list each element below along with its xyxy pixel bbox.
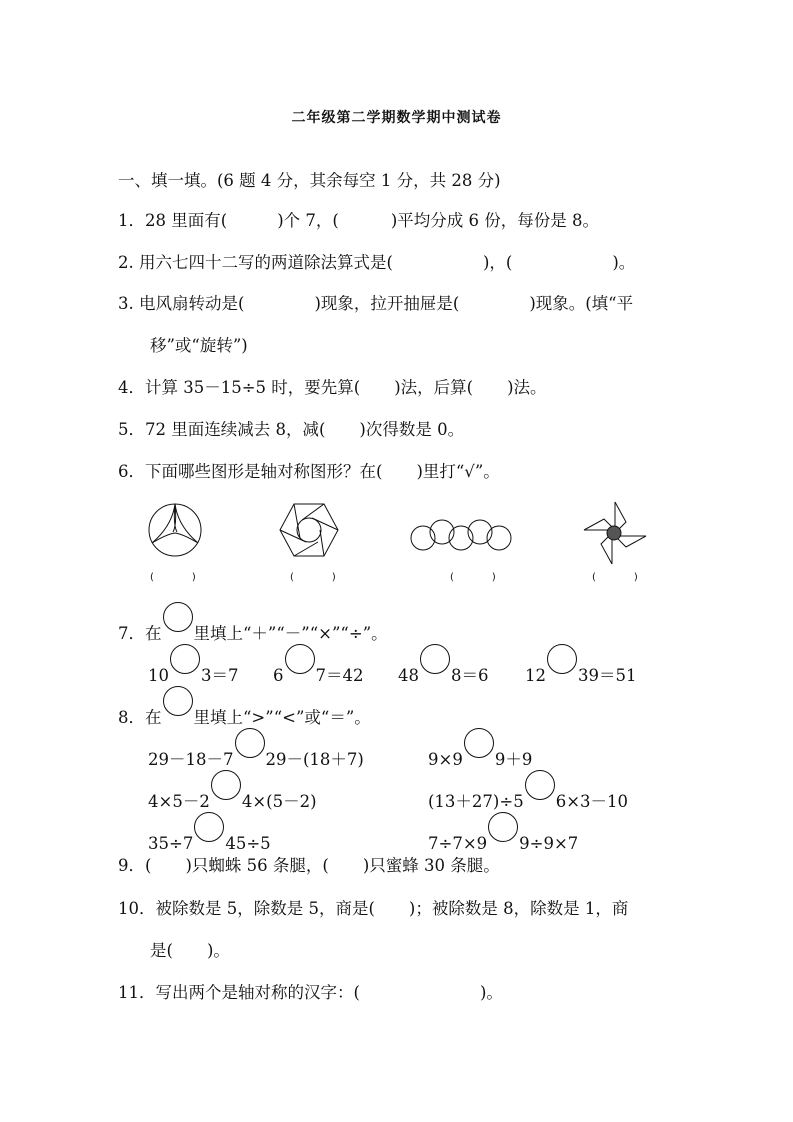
question-7 (118, 612, 388, 645)
q10-text-c: 是( (150, 941, 173, 960)
answer-circle[interactable] (525, 770, 555, 800)
q10-text-b: )；被除数是 8，除数是 1，商 (408, 899, 629, 918)
page-title: 二年级第二学期数学期中测试卷 (291, 110, 502, 126)
figure-hexagon-swirl (278, 502, 340, 558)
q5-text-a: 5．72 里面连续减去 8，减( (118, 420, 326, 439)
q9-text-b: )只蜘蛛 56 条腿，( (185, 856, 329, 875)
question-10-cont (150, 940, 230, 962)
question-1 (118, 210, 599, 232)
q4-text-a: 4．计算 35－15÷5 时，要先算( (118, 378, 361, 397)
q8-text-a: 8．在 (118, 708, 162, 727)
question-8 (118, 696, 371, 729)
q7-text-b: 里填上“＋”“－”“×”“÷”。 (193, 624, 388, 643)
question-11 (118, 982, 503, 1004)
q10-text-d: )。 (206, 941, 230, 960)
q1-text-a: 1．28 里面有( (118, 211, 228, 230)
q1-text-c: )平均分成 6 份，每份是 8。 (390, 211, 599, 230)
q2-text-a: 2. 用六七四十二写的两道除法算式是( (118, 253, 393, 272)
question-5 (118, 419, 464, 441)
answer-circle[interactable] (547, 644, 577, 674)
q3-text-b: )现象，拉开抽屉是( (314, 294, 460, 313)
circle-icon (163, 686, 193, 716)
q7-text-a: 7．在 (118, 624, 162, 643)
answer-circle[interactable] (211, 770, 241, 800)
answer-circle[interactable] (285, 644, 315, 674)
q3-text-c: )现象。(填“平 (529, 294, 634, 313)
question-2 (118, 252, 635, 274)
q3-text-a: 3. 电风扇转动是( (118, 294, 245, 313)
q8-expr-3: 4×5－2 4×(5－2) (148, 780, 317, 813)
question-4 (118, 377, 547, 399)
q7-expr-3: 48 8＝6 (398, 654, 489, 687)
q8-expr-1: 29－18－7 29－(18＋7) (148, 738, 364, 771)
figure-linked-rings (400, 515, 520, 555)
q2-text-c: )。 (612, 253, 636, 272)
q11-text-b: )。 (479, 983, 503, 1002)
answer-circle[interactable] (170, 644, 200, 674)
q7-expr-1: 10 3＝7 (148, 654, 239, 687)
q8-expr-5: 35÷7 45÷5 (148, 822, 271, 855)
q1-text-b: )个 7，( (277, 211, 339, 230)
q2-text-b: )，( (482, 253, 513, 272)
q7-expr-2: 6 7＝42 (273, 654, 364, 687)
answer-circle[interactable] (420, 644, 450, 674)
figure-4-answer[interactable]: ( ) (592, 572, 638, 583)
q9-text-c: )只蜜蜂 30 条腿。 (362, 856, 500, 875)
question-9 (118, 855, 500, 877)
circle-icon (163, 602, 193, 632)
figure-2-answer[interactable]: ( ) (290, 572, 336, 583)
figure-1-answer[interactable]: ( ) (150, 572, 196, 583)
q4-text-c: )法。 (507, 378, 547, 397)
section-heading: 一、填一填。(6 题 4 分，其余每空 1 分，共 28 分) (118, 171, 501, 190)
answer-circle[interactable] (464, 728, 494, 758)
q4-text-b: )法，后算( (394, 378, 474, 397)
q10-text-a: 10．被除数是 5，除数是 5，商是( (118, 899, 375, 918)
q8-expr-6: 7÷7×9 9÷9×7 (428, 822, 578, 855)
question-6 (118, 461, 500, 483)
answer-circle[interactable] (235, 728, 265, 758)
q5-text-b: )次得数是 0。 (359, 420, 465, 439)
q9-text-a: 9．( (118, 856, 152, 875)
q11-text-a: 11．写出两个是轴对称的汉字：( (118, 983, 360, 1002)
q8-expr-4: (13＋27)÷5 6×3－10 (428, 780, 628, 813)
question-10 (118, 898, 628, 920)
figure-pinwheel (582, 500, 648, 566)
q6-text-a: 6．下面哪些图形是轴对称图形？在( (118, 462, 383, 481)
q8-expr-2: 9×9 9＋9 (428, 738, 532, 771)
q8-text-b: 里填上“>”“<”或“＝”。 (193, 708, 371, 727)
figure-3-answer[interactable]: ( ) (450, 572, 496, 583)
figure-circle-three-arcs (145, 500, 205, 560)
answer-circle[interactable] (194, 812, 224, 842)
q7-expr-4: 12 39＝51 (525, 654, 637, 687)
question-3-cont: 移”或“旋转”) (150, 336, 248, 355)
q6-text-b: )里打“√”。 (416, 462, 500, 481)
answer-circle[interactable] (488, 812, 518, 842)
question-3 (118, 293, 633, 315)
